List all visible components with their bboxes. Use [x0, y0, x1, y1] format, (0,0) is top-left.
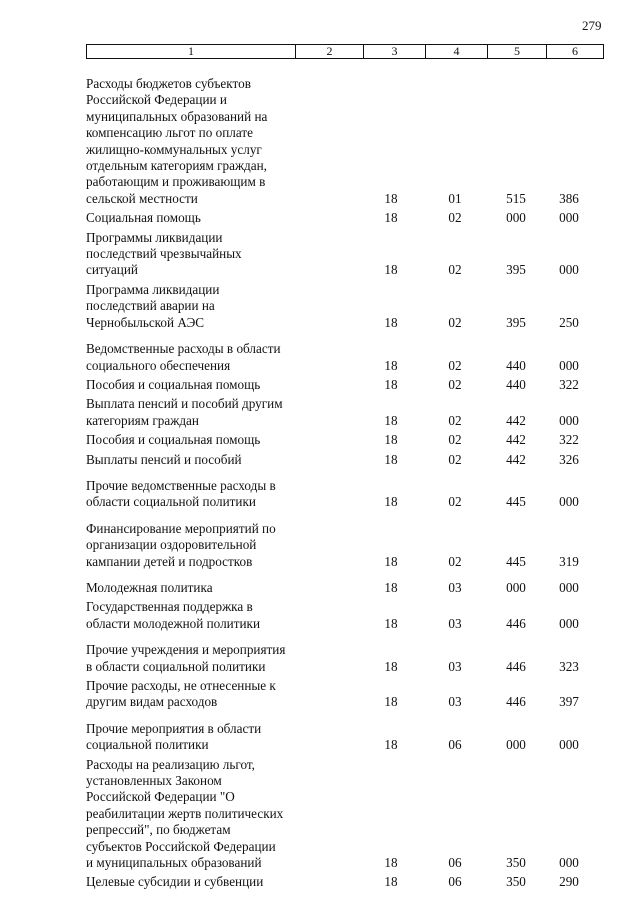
expense-type-code: 290	[559, 874, 579, 890]
row-label	[86, 599, 306, 632]
row-label-line: Российской Федерации и	[86, 92, 227, 108]
expense-type-code: 000	[559, 210, 579, 226]
target-article-code: 350	[506, 855, 526, 871]
row-label-line: жилищно-коммунальных услуг	[86, 141, 262, 157]
subsection-code: 01	[448, 190, 462, 206]
expense-type-code: 000	[559, 357, 579, 373]
expense-type-code: 000	[559, 494, 579, 510]
section-code: 18	[384, 874, 398, 890]
row-label-line: Целевые субсидии и субвенции	[86, 874, 264, 890]
target-article-code: 000	[506, 210, 526, 226]
row-label-line: Чернобыльской АЭС	[86, 314, 205, 330]
row-label	[86, 282, 306, 331]
subsection-code: 02	[448, 451, 462, 467]
row-label-line: кампании детей и подростков	[86, 553, 253, 569]
row-label	[86, 341, 306, 374]
subsection-code: 06	[448, 874, 462, 890]
row-label-line: области социальной политики	[86, 494, 256, 510]
row-label-line: Прочие учреждения и мероприятия	[86, 642, 286, 658]
row-label-line: социального обеспечения	[86, 357, 231, 373]
row-label-line: в области социальной политики	[86, 658, 266, 674]
section-code: 18	[384, 357, 398, 373]
section-code: 18	[384, 190, 398, 206]
row-label-line: Государственная поддержка в	[86, 599, 253, 615]
row-label	[86, 377, 306, 393]
section-code: 18	[384, 658, 398, 674]
section-code: 18	[384, 451, 398, 467]
section-code: 18	[384, 210, 398, 226]
target-article-code: 395	[506, 262, 526, 278]
expense-type-code: 000	[559, 262, 579, 278]
row-label	[86, 721, 306, 754]
expense-type-code: 000	[559, 737, 579, 753]
column-header-5: 5	[488, 45, 547, 59]
target-article-code: 440	[506, 376, 526, 392]
section-code: 18	[384, 553, 398, 569]
target-article-code: 350	[506, 874, 526, 890]
row-label-line: компенсацию льгот по оплате	[86, 125, 253, 141]
section-code: 18	[384, 694, 398, 710]
row-label-line: Программы ликвидации	[86, 229, 223, 245]
row-label	[86, 580, 306, 596]
table-row	[86, 76, 599, 207]
section-code: 18	[384, 376, 398, 392]
section-code: 18	[384, 314, 398, 330]
row-label-line: организации оздоровительной	[86, 537, 257, 553]
expense-type-code: 322	[559, 432, 579, 448]
subsection-code: 03	[448, 615, 462, 631]
row-label-line: муниципальных образований на	[86, 108, 268, 124]
row-label	[86, 521, 306, 570]
row-label	[86, 432, 306, 448]
row-label-line: субъектов Российской Федерации	[86, 838, 276, 854]
section-code: 18	[384, 494, 398, 510]
row-label-line: и муниципальных образований	[86, 855, 262, 871]
expense-type-code: 319	[559, 553, 579, 569]
expense-type-code: 322	[559, 376, 579, 392]
target-article-code: 446	[506, 615, 526, 631]
subsection-code: 03	[448, 694, 462, 710]
row-label	[86, 757, 306, 872]
row-label	[86, 452, 306, 468]
expense-type-code: 000	[559, 615, 579, 631]
table-row	[86, 396, 599, 429]
table-row	[86, 721, 599, 754]
table-row	[86, 757, 599, 872]
column-header-2: 2	[296, 45, 364, 59]
row-label	[86, 678, 306, 711]
row-label-line: Прочие расходы, не отнесенные к	[86, 678, 276, 693]
subsection-code: 02	[448, 376, 462, 392]
row-label-line: Пособия и социальная помощь	[86, 376, 261, 392]
expense-type-code: 397	[559, 694, 579, 710]
section-code: 18	[384, 579, 398, 595]
row-label-line: отдельным категориям граждан,	[86, 158, 267, 174]
expense-type-code: 326	[559, 451, 579, 467]
section-code: 18	[384, 262, 398, 278]
row-label-line: Социальная помощь	[86, 210, 201, 226]
subsection-code: 02	[448, 357, 462, 373]
table-row	[86, 432, 599, 448]
row-label-line: Выплата пенсий и пособий другим	[86, 396, 283, 412]
table-row	[86, 599, 599, 632]
subsection-code: 03	[448, 579, 462, 595]
target-article-code: 395	[506, 314, 526, 330]
row-label-line: Прочие ведомственные расходы в	[86, 477, 276, 493]
target-article-code: 000	[506, 579, 526, 595]
subsection-code: 02	[448, 432, 462, 448]
column-header-4: 4	[426, 45, 488, 59]
row-label-line: Прочие мероприятия в области	[86, 720, 262, 736]
subsection-code: 02	[448, 412, 462, 428]
budget-rows	[86, 76, 599, 894]
target-article-code: 442	[506, 432, 526, 448]
table-row	[86, 678, 599, 711]
table-row	[86, 282, 599, 331]
expense-type-code: 000	[559, 579, 579, 595]
row-label	[86, 230, 306, 279]
row-label	[86, 642, 306, 675]
section-code: 18	[384, 855, 398, 871]
row-label-line: Ведомственные расходы в области	[86, 341, 281, 357]
row-label-line: репрессий", по бюджетам	[86, 822, 231, 838]
subsection-code: 02	[448, 553, 462, 569]
target-article-code: 515	[506, 190, 526, 206]
table-row	[86, 642, 599, 675]
row-label	[86, 210, 306, 226]
row-label-line: реабилитации жертв политических	[86, 805, 284, 821]
expense-type-code: 323	[559, 658, 579, 674]
row-label-line: Выплаты пенсий и пособий	[86, 451, 242, 467]
row-label-line: последствий аварии на	[86, 298, 215, 314]
target-article-code: 445	[506, 553, 526, 569]
target-article-code: 000	[506, 737, 526, 753]
section-code: 18	[384, 737, 398, 753]
page-number: 279	[582, 18, 602, 33]
table-row	[86, 478, 599, 511]
expense-type-code: 250	[559, 314, 579, 330]
table-row	[86, 341, 599, 374]
column-header-3: 3	[364, 45, 426, 59]
row-label-line: ситуаций	[86, 262, 138, 278]
row-label	[86, 874, 306, 890]
row-label-line: Российской Федерации "О	[86, 789, 235, 805]
row-label-line: Молодежная политика	[86, 579, 213, 595]
subsection-code: 06	[448, 737, 462, 753]
column-header-6: 6	[547, 45, 604, 59]
target-article-code: 440	[506, 357, 526, 373]
row-label-line: категориям граждан	[86, 412, 199, 428]
table-row	[86, 874, 599, 890]
row-label-line: работающим и проживающим в	[86, 174, 266, 190]
row-label	[86, 396, 306, 429]
row-label-line: другим видам расходов	[86, 694, 218, 710]
row-label-line: Расходы бюджетов субъектов	[86, 76, 251, 91]
subsection-code: 02	[448, 262, 462, 278]
expense-type-code: 000	[559, 412, 579, 428]
expense-type-code: 000	[559, 855, 579, 871]
table-row	[86, 452, 599, 468]
section-code: 18	[384, 615, 398, 631]
column-header-table	[86, 44, 604, 59]
target-article-code: 445	[506, 494, 526, 510]
target-article-code: 442	[506, 412, 526, 428]
row-label-line: области молодежной политики	[86, 615, 261, 631]
subsection-code: 06	[448, 855, 462, 871]
table-row	[86, 210, 599, 226]
table-row	[86, 580, 599, 596]
row-label-line: последствий чрезвычайных	[86, 246, 242, 262]
table-row	[86, 521, 599, 570]
table-row	[86, 377, 599, 393]
row-label-line: Финансирование мероприятий по	[86, 520, 276, 536]
target-article-code: 446	[506, 658, 526, 674]
row-label	[86, 76, 306, 207]
expense-type-code: 386	[559, 190, 579, 206]
table-row	[86, 230, 599, 279]
row-label-line: Программа ликвидации	[86, 281, 220, 297]
row-label-line: Пособия и социальная помощь	[86, 432, 261, 448]
row-label-line: сельской местности	[86, 190, 198, 206]
section-code: 18	[384, 412, 398, 428]
target-article-code: 446	[506, 694, 526, 710]
row-label-line: Расходы на реализацию льгот,	[86, 756, 255, 772]
subsection-code: 03	[448, 658, 462, 674]
subsection-code: 02	[448, 314, 462, 330]
section-code: 18	[384, 432, 398, 448]
subsection-code: 02	[448, 210, 462, 226]
target-article-code: 442	[506, 451, 526, 467]
subsection-code: 02	[448, 494, 462, 510]
column-header-1: 1	[87, 45, 296, 59]
row-label	[86, 478, 306, 511]
row-label-line: установленных Законом	[86, 773, 222, 789]
row-label-line: социальной политики	[86, 737, 209, 753]
